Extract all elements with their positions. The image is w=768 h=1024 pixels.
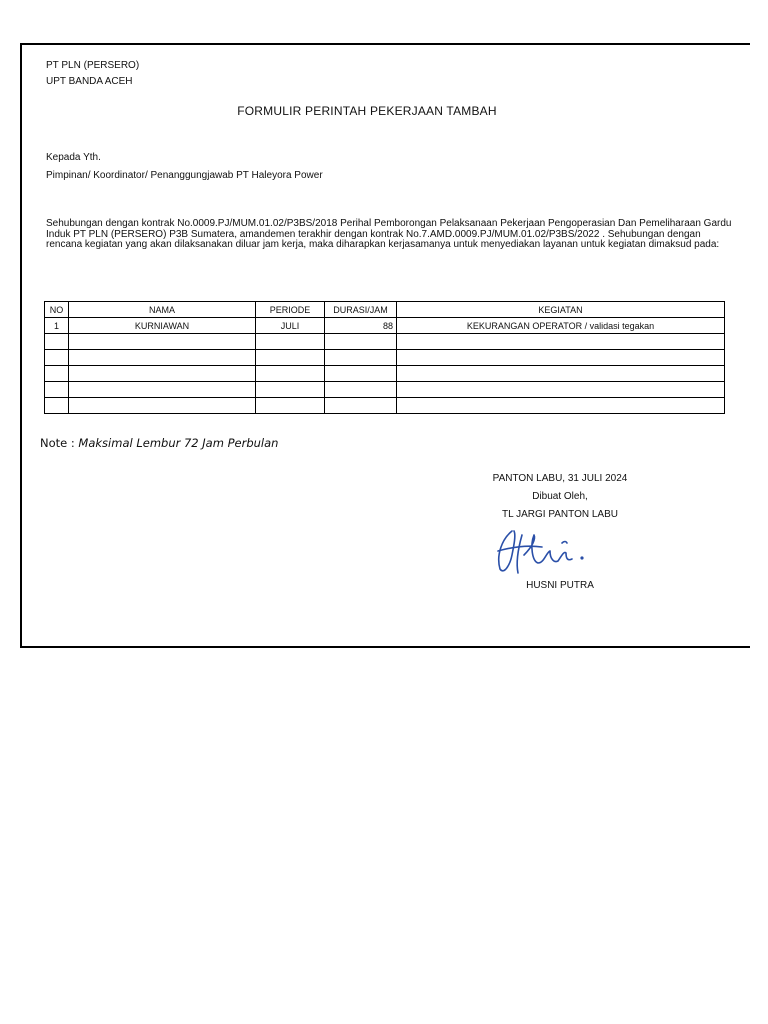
cell-no [45, 382, 69, 398]
header-no: NO [45, 302, 69, 318]
table-row [45, 398, 725, 414]
signature-made-by: Dibuat Oleh, [532, 491, 588, 502]
unit-name: UPT BANDA ACEH [46, 76, 133, 87]
cell-durasi [325, 398, 397, 414]
cell-durasi: 88 [325, 318, 397, 334]
cell-nama: KURNIAWAN [69, 318, 256, 334]
cell-no: 1 [45, 318, 69, 334]
signature-place-date: PANTON LABU, 31 JULI 2024 [492, 473, 628, 484]
cell-periode [256, 334, 325, 350]
cell-nama [69, 334, 256, 350]
cell-no [45, 366, 69, 382]
cell-periode [256, 366, 325, 382]
table-row [45, 366, 725, 382]
cell-periode [256, 398, 325, 414]
form-sheet [20, 43, 750, 648]
note [40, 436, 278, 450]
cell-no [45, 398, 69, 414]
cell-nama [69, 350, 256, 366]
cell-kegiatan [397, 366, 725, 382]
cell-kegiatan [397, 398, 725, 414]
table-row [45, 318, 725, 334]
cell-kegiatan [397, 334, 725, 350]
cell-nama [69, 366, 256, 382]
salutation: Kepada Yth. [46, 152, 101, 163]
cell-periode [256, 350, 325, 366]
note-text: Maksimal Lembur 72 Jam Perbulan [78, 436, 279, 450]
cell-nama [69, 382, 256, 398]
recipient: Pimpinan/ Koordinator/ Penanggungjawab PT Haleyora Power [46, 170, 323, 181]
cell-kegiatan: KEKURANGAN OPERATOR / validasi tegakan [397, 318, 725, 334]
form-title: FORMULIR PERINTAH PEKERJAAN TAMBAH [237, 104, 497, 118]
cell-durasi [325, 350, 397, 366]
table-row [45, 382, 725, 398]
cell-nama [69, 398, 256, 414]
cell-kegiatan [397, 382, 725, 398]
cell-periode [256, 382, 325, 398]
header-nama: NAMA [69, 302, 256, 318]
company-name: PT PLN (PERSERO) [46, 60, 140, 71]
work-table [44, 301, 725, 414]
signature-image [492, 525, 592, 577]
cell-durasi [325, 334, 397, 350]
header-kegiatan: KEGIATAN [397, 302, 725, 318]
signature-position: TL JARGI PANTON LABU [502, 509, 618, 520]
note-label: Note : [40, 436, 79, 450]
body-paragraph: Sehubungan dengan kontrak No.0009.PJ/MUM.01.02/P3BS/2018 Perihal Pemborongan Pelaksanaan Pekerjaan Pengoperasian Dan Pemeliharaan Gardu Induk PT PLN (PERSERO) P3B Sumatera, amandemen terakhir dengan kontrak No.7.AMD.0009.PJ/MUM.01.02/P3BS/2022 . Sehubungan dengan rencana kegiatan yang akan dilaksanakan diluar jam kerja, maka diharapkan kerjasamanya untuk menyediakan layanan untuk kegiatan dimaksud pada: [46, 218, 732, 251]
cell-kegiatan [397, 350, 725, 366]
table-header-row [45, 302, 725, 318]
cell-durasi [325, 382, 397, 398]
header-durasi: DURASI/JAM [325, 302, 397, 318]
header-periode: PERIODE [256, 302, 325, 318]
cell-no [45, 350, 69, 366]
signer-name: HUSNI PUTRA [526, 580, 594, 591]
cell-durasi [325, 366, 397, 382]
cell-no [45, 334, 69, 350]
table-row [45, 350, 725, 366]
cell-periode: JULI [256, 318, 325, 334]
table-row [45, 334, 725, 350]
